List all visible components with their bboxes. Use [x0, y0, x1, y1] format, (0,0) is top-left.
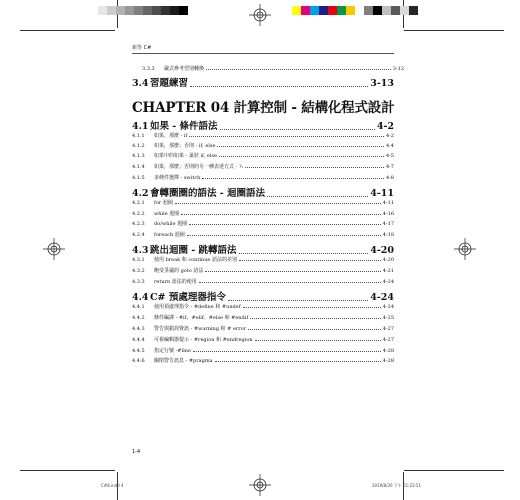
chapter-heading[interactable] — [132, 96, 394, 116]
toc-page-number: 4-4 — [385, 143, 394, 149]
toc-title: 多條件選擇 - switch — [154, 175, 201, 181]
toc-title: do/while 迴圈 — [154, 221, 188, 227]
color-swatch — [116, 6, 125, 15]
toc-number: 4.1.3 — [132, 153, 145, 159]
toc-number: 4.1.2 — [132, 143, 145, 149]
toc-number: 4.4.4 — [132, 337, 145, 343]
toc-subsection[interactable] — [132, 163, 394, 170]
toc-page-number: 4-2 — [376, 121, 394, 132]
toc-number: 4.3 — [132, 245, 149, 256]
toc-title: 如果 - 條件語法 — [150, 121, 218, 132]
dot-leader — [189, 224, 381, 225]
toc-number: 4.3.3 — [132, 279, 145, 285]
toc-page-number: 4-20 — [382, 257, 394, 263]
color-swatch — [328, 6, 337, 15]
color-swatch — [125, 6, 134, 15]
color-swatch — [337, 6, 346, 15]
toc-title: 指定行號 -#line — [154, 348, 191, 354]
toc-number: 4.1.4 — [132, 164, 145, 170]
crop-mark — [404, 30, 504, 31]
header-rule — [132, 53, 394, 54]
toc-number: 4.2.1 — [132, 200, 145, 206]
toc-page-number: 4-28 — [382, 348, 394, 354]
dot-leader — [239, 260, 381, 261]
dot-leader — [219, 156, 384, 157]
toc-number: 4.1.1 — [132, 133, 145, 139]
dot-leader — [193, 351, 381, 352]
toc-title: 使用 break 和 continue 語法的差別 — [154, 257, 237, 263]
toc-number: 4.4.2 — [132, 315, 145, 321]
toc-page-number: 4-17 — [382, 221, 394, 227]
color-swatch — [292, 6, 301, 15]
color-swatch — [373, 6, 382, 15]
toc-page-number: 3-12 — [392, 66, 404, 72]
toc-title: 飽受爭議的 goto 語法 — [154, 268, 204, 274]
toc-subsection[interactable] — [132, 267, 394, 274]
crop-mark — [404, 470, 504, 471]
dot-leader — [215, 361, 381, 362]
toc-number: 4.2.2 — [132, 211, 145, 217]
toc-number: 4.4.5 — [132, 348, 145, 354]
toc-title: return 語法的使用 — [154, 279, 197, 285]
toc-section[interactable] — [132, 75, 394, 89]
toc-title: 如果，那麼；否則 - if, else — [154, 143, 216, 149]
toc-subsection[interactable] — [132, 256, 394, 263]
toc-page-number: 4-24 — [370, 292, 394, 303]
timestamp-slug: 2019/8/30 下午 01:23:51 — [372, 483, 422, 488]
toc-subsection[interactable] — [132, 174, 394, 181]
toc-page-number: 4-7 — [385, 164, 394, 170]
toc-section[interactable] — [132, 289, 394, 303]
toc-title: while 迴圈 — [154, 211, 180, 217]
dot-leader — [220, 129, 375, 130]
toc-subsection[interactable] — [132, 357, 394, 364]
toc-section[interactable] — [132, 242, 394, 256]
chapter-title: CHAPTER 04 計算控制 - 結構化程式設計 — [132, 100, 395, 116]
color-swatch — [391, 6, 400, 15]
color-swatch — [143, 6, 152, 15]
page-number: 1-4 — [132, 449, 141, 455]
color-swatch — [152, 6, 161, 15]
color-swatch — [319, 6, 328, 15]
toc-subsection[interactable] — [132, 325, 394, 332]
toc-subsection[interactable] — [132, 278, 394, 285]
toc-number: 4.4.3 — [132, 326, 145, 332]
toc-title: 關閉警告訊息 - #pragma — [154, 358, 213, 364]
dot-leader — [181, 214, 381, 215]
toc-subsection[interactable] — [132, 314, 394, 321]
registration-mark-icon — [454, 238, 476, 260]
toc-section[interactable] — [132, 118, 394, 132]
toc-page-number: 4-5 — [385, 153, 394, 159]
dot-leader — [175, 203, 381, 204]
color-swatch — [98, 6, 107, 15]
dot-leader — [239, 253, 369, 254]
toc-page-number: 4-20 — [370, 245, 394, 256]
dot-leader — [255, 340, 381, 341]
color-swatch — [355, 6, 364, 15]
toc-page-number: 4-24 — [382, 279, 394, 285]
color-swatch — [170, 6, 179, 15]
toc-subsection[interactable] — [132, 65, 404, 72]
dot-leader — [267, 196, 368, 197]
toc-number: 4.2.3 — [132, 221, 145, 227]
dot-leader — [189, 136, 384, 137]
toc-page-number: 3-13 — [370, 78, 394, 89]
toc-subsection[interactable] — [132, 132, 394, 139]
gray-bar — [98, 6, 188, 15]
toc-title: 條件編譯 - #if、#elif、#else 和 #endif — [154, 315, 249, 321]
toc-page-number: 4-21 — [382, 268, 394, 274]
toc-number: 4.1 — [132, 121, 149, 132]
color-swatch — [310, 6, 319, 15]
toc-number: 4.4 — [132, 292, 149, 303]
toc-subsection[interactable] — [132, 199, 394, 206]
toc-number: 4.4.6 — [132, 358, 145, 364]
dot-leader — [228, 300, 368, 301]
toc-number: 4.2.4 — [132, 232, 145, 238]
toc-title: 嚴式參考型別轉換 — [164, 66, 205, 72]
toc-number: 4.3.2 — [132, 268, 145, 274]
toc-number: 4.3.1 — [132, 257, 145, 263]
toc-subsection[interactable] — [132, 303, 394, 310]
dot-leader — [202, 178, 384, 179]
running-header: 新學 C# — [132, 45, 152, 51]
color-swatch — [107, 6, 116, 15]
toc-page-number: 4-24 — [382, 304, 394, 310]
toc-number: 4.2 — [132, 188, 149, 199]
dot-leader — [248, 329, 381, 330]
toc-title: 使用預處理指令 - #define 和 #undef — [154, 304, 241, 310]
dot-leader — [205, 271, 380, 272]
file-slug: C#8.indd 4 — [101, 483, 124, 488]
registration-mark-icon — [249, 4, 271, 26]
toc-page-number: 4-8 — [385, 175, 394, 181]
toc-subsection[interactable] — [132, 220, 394, 227]
dot-leader — [187, 235, 381, 236]
dot-leader — [243, 307, 381, 308]
toc-subsection[interactable] — [132, 152, 394, 159]
crop-mark — [20, 30, 115, 31]
crop-mark — [20, 470, 115, 471]
toc-title: for 迴圈 — [154, 200, 173, 206]
toc-page-number: 4-2 — [385, 133, 394, 139]
toc-subsection[interactable] — [132, 142, 394, 149]
color-swatch — [400, 6, 409, 15]
toc-title: foreach 迴圈 — [154, 232, 185, 238]
toc-number: 3.4 — [132, 78, 149, 89]
toc-title: 跳出迴圈 - 跳轉語法 — [150, 245, 237, 256]
toc-subsection[interactable] — [132, 231, 394, 238]
toc-subsection[interactable] — [132, 336, 394, 343]
dot-leader — [190, 86, 368, 87]
color-swatch — [301, 6, 310, 15]
color-swatch — [409, 6, 418, 15]
toc-number: 3.3.3 — [142, 66, 155, 72]
registration-mark-icon — [249, 474, 271, 496]
toc-page-number: 4-11 — [382, 200, 394, 206]
dot-leader — [206, 69, 391, 70]
toc-page-number: 4-16 — [382, 211, 394, 217]
toc-page-number: 4-27 — [382, 326, 394, 332]
dot-leader — [245, 167, 384, 168]
toc-title: 可視編輯器提示 - #region 和 #endregion — [154, 337, 253, 343]
toc-page-number: 4-27 — [382, 337, 394, 343]
toc-number: 4.1.5 — [132, 175, 145, 181]
toc-title: 如果，那麼 - if — [154, 133, 188, 139]
toc-title: 會轉圈圈的語法 - 迴圈語法 — [150, 188, 266, 199]
toc-page-number: 4-11 — [370, 188, 394, 199]
toc-subsection[interactable] — [132, 210, 394, 217]
dot-leader — [250, 318, 381, 319]
color-swatch — [134, 6, 143, 15]
toc-number: 4.4.1 — [132, 304, 145, 310]
color-swatch — [364, 6, 373, 15]
toc-title: 如果中的如果 - 巢狀 if, else — [154, 153, 217, 159]
toc-page-number: 4-25 — [382, 315, 394, 321]
registration-mark-icon — [43, 238, 65, 260]
toc-title: 警告與錯誤資訊 - #warning 和 # error — [154, 326, 247, 332]
color-swatch — [161, 6, 170, 15]
toc-subsection[interactable] — [132, 347, 394, 354]
toc-page-number: 4-18 — [382, 232, 394, 238]
dot-leader — [199, 282, 381, 283]
color-swatch — [382, 6, 391, 15]
toc-title: C# 預處理器指令 — [150, 292, 226, 303]
toc-page-number: 4-28 — [382, 358, 394, 364]
color-swatch — [179, 6, 188, 15]
color-bar — [292, 6, 418, 15]
toc-title: 習題練習 — [150, 78, 189, 89]
toc-section[interactable] — [132, 185, 394, 199]
toc-title: 如果，那麼；否則的另一種表達方式 - ?: — [154, 164, 244, 170]
color-swatch — [346, 6, 355, 15]
dot-leader — [217, 146, 384, 147]
